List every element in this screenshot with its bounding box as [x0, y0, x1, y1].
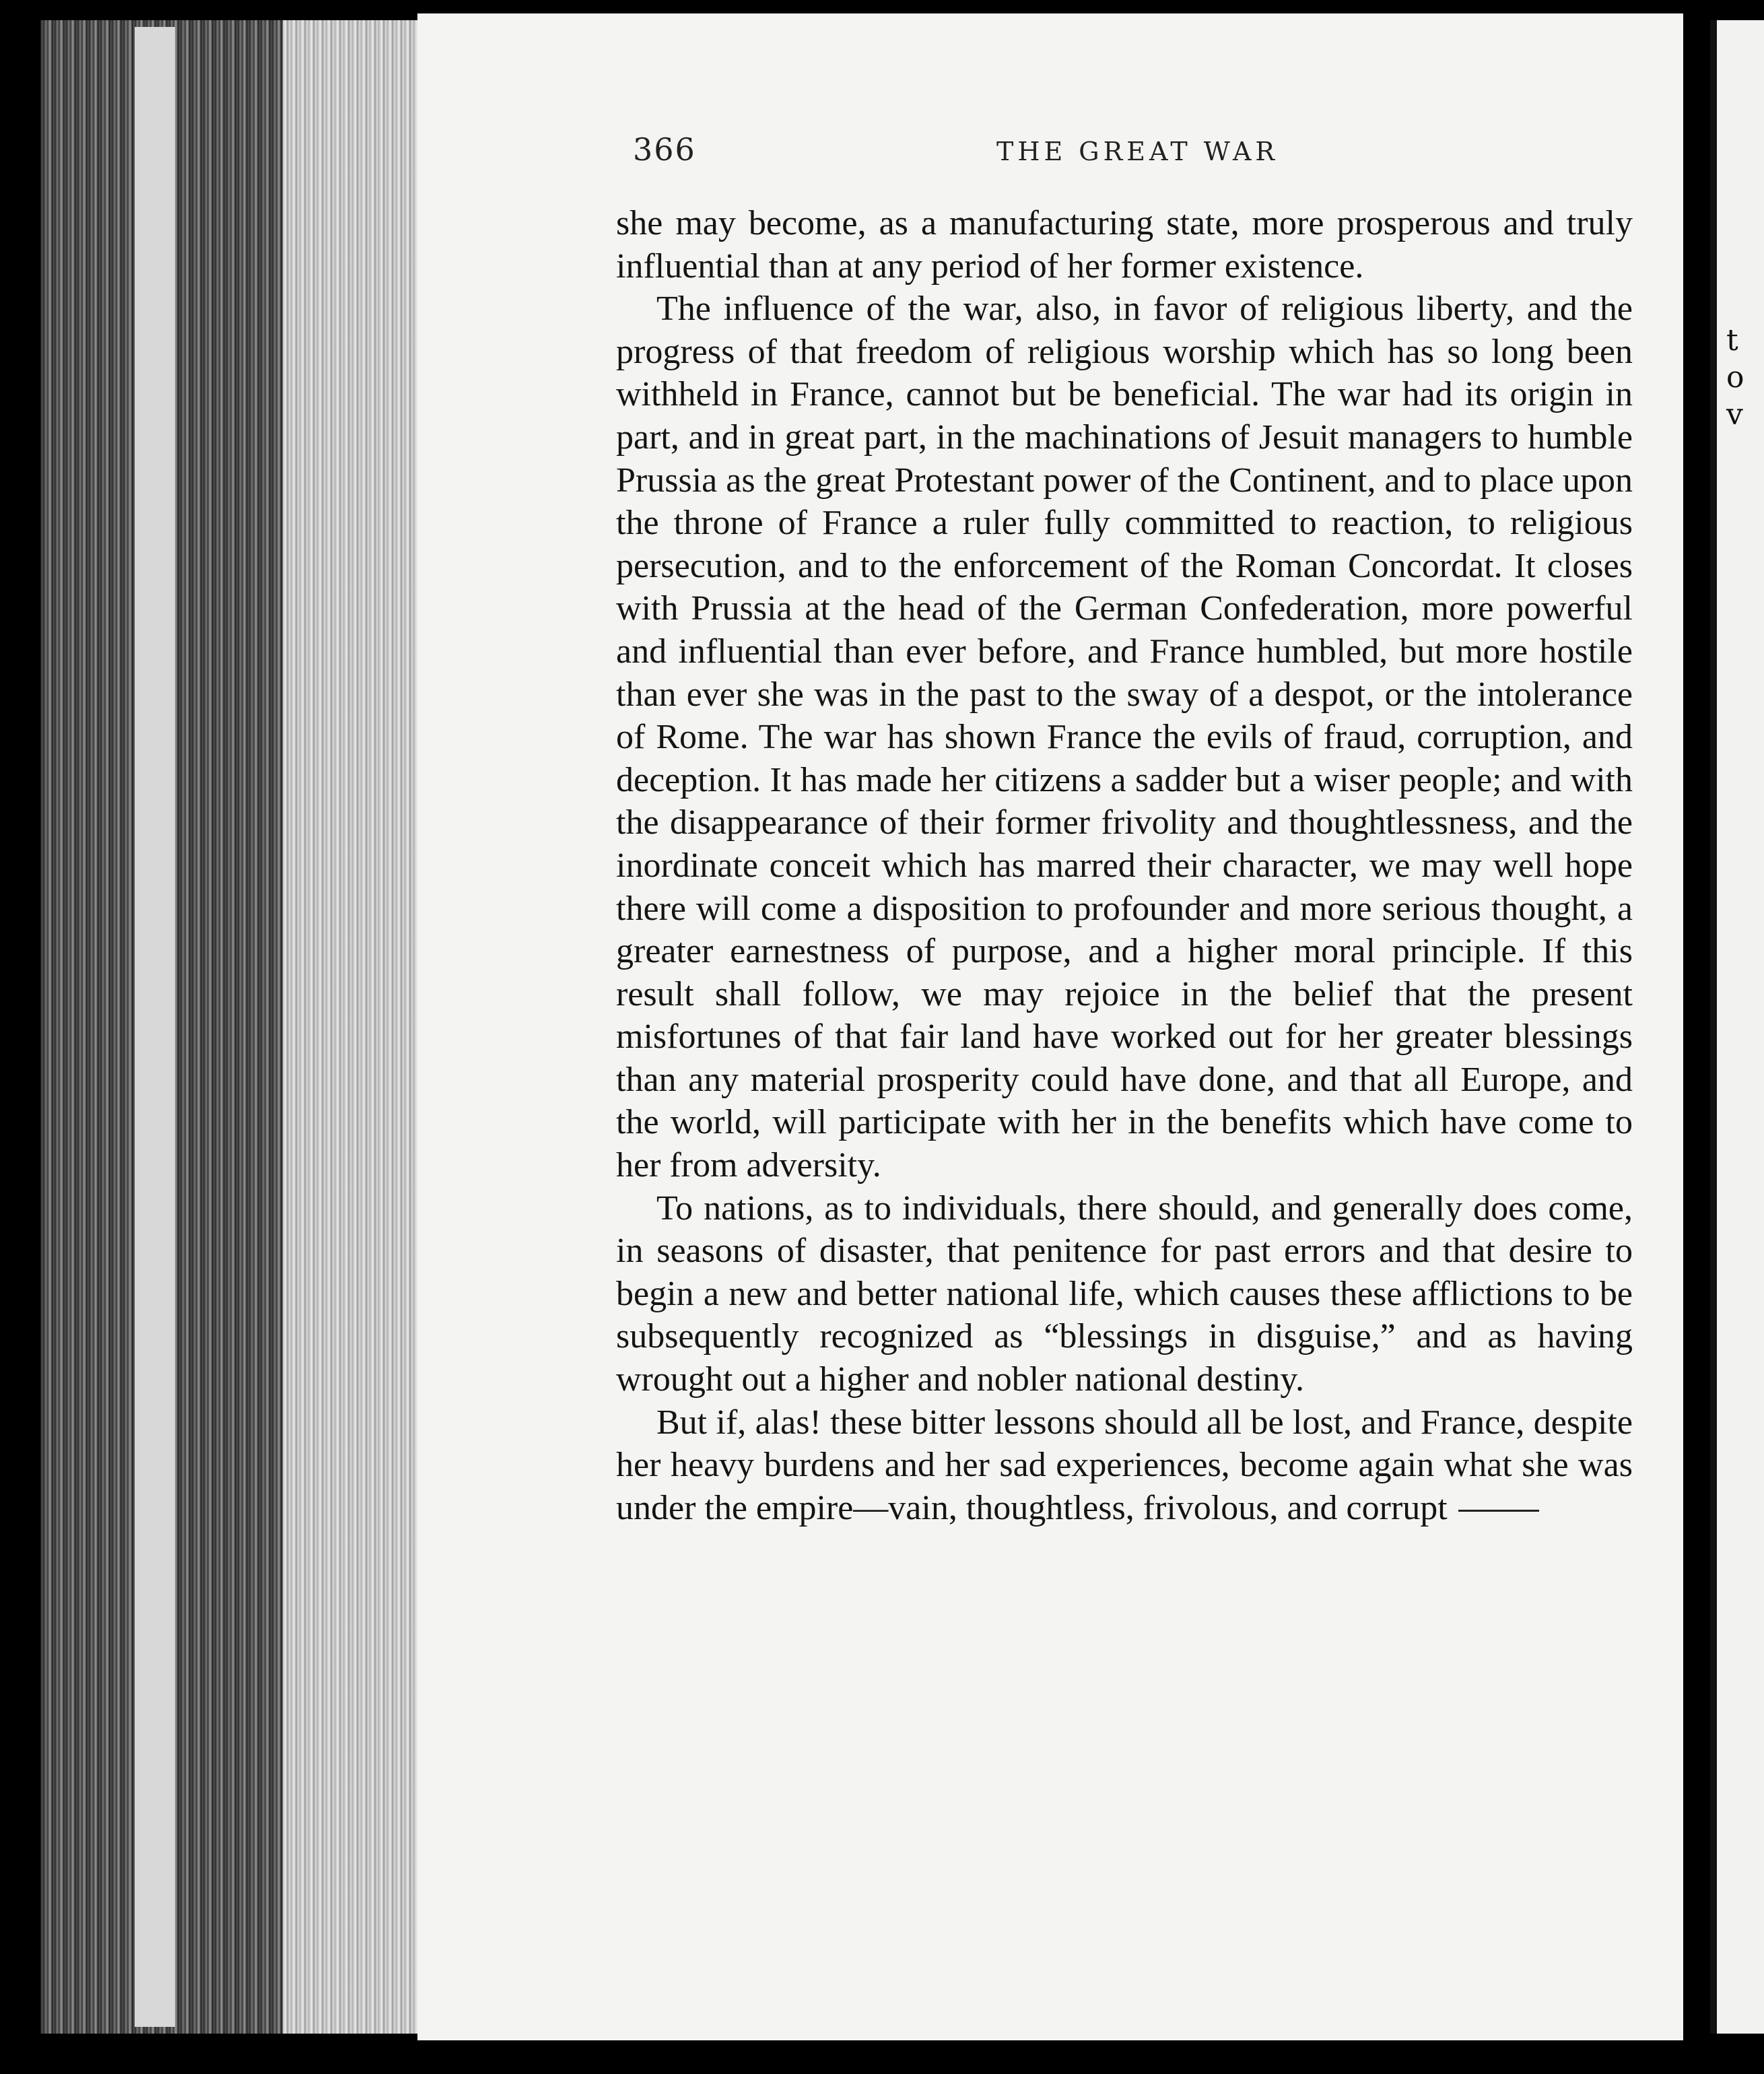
- closing-dash: [1458, 1510, 1539, 1512]
- next-page-fragment: v: [1726, 397, 1743, 432]
- paragraph: The influence of the war, also, in favor of religious liberty, and the progress of that freedom of religious worship which has so long been withheld in France, cannot but be beneficial. The war had its origin in part, and in great part, in the machinations of Jesuit managers to humble Prussia as the great Protestant power of the Continent, and to place upon the throne of France a ruler fully committed to reaction, to religious persecution, and to the enforcement of the Roman Concordat. It closes with Prussia at the head of the German Confederation, more powerful and influential than ever before, and France humbled, but more hostile than ever she was in the past to the sway of a despot, or the intolerance of Rome. The war has shown France the evils of fraud, corruption, and deception. It has made her citizens a sadder but a wiser people; and with the disappearance of their former frivolity and thoughtlessness, and the inordinate conceit which has marred their character, we may well hope there will come a disposition to profounder and more serious thought, a greater earnestness of purpose, and a higher moral principle. If this result shall follow, we may rejoice in the belief that the present misfortunes of that fair land have worked out for her greater blessings than any material prosperity could have done, and that all Europe, and the world, will participate with her in the benefits which have come to her from adversity.: [616, 290, 1633, 1185]
- paragraph: she may become, as a manufacturing state, more prosperous and truly influential than at any period of her former existence.: [616, 204, 1633, 286]
- running-title: THE GREAT WAR: [996, 137, 1279, 166]
- next-page-fragment: o: [1726, 360, 1744, 395]
- paragraph-text: But if, alas! these bitter lessons should all be lost, and France, despite her heavy burdens and her sad experiences, become again what she was under the empire—vain, thoughtless, frivolous, and corrupt: [616, 1403, 1633, 1527]
- page-number: 366: [633, 131, 696, 168]
- next-page-edge: [1710, 20, 1764, 2034]
- page-header: [633, 131, 1629, 178]
- body-text: [616, 202, 1633, 1529]
- next-page-fragment: t: [1726, 323, 1738, 358]
- paragraph: [616, 1401, 1633, 1530]
- page-edge-band: [135, 27, 175, 2027]
- page-edge-band: [283, 20, 424, 2034]
- paragraph: To nations, as to individuals, there should, and generally does come, in seasons of disaster, that penitence for past errors and that desire to begin a new and better national life, which causes these afflictions to be subsequently recognized as “blessings in disguise,” and as having wrought out a higher and nobler national destiny.: [616, 1189, 1633, 1399]
- page-edges: [40, 20, 424, 2034]
